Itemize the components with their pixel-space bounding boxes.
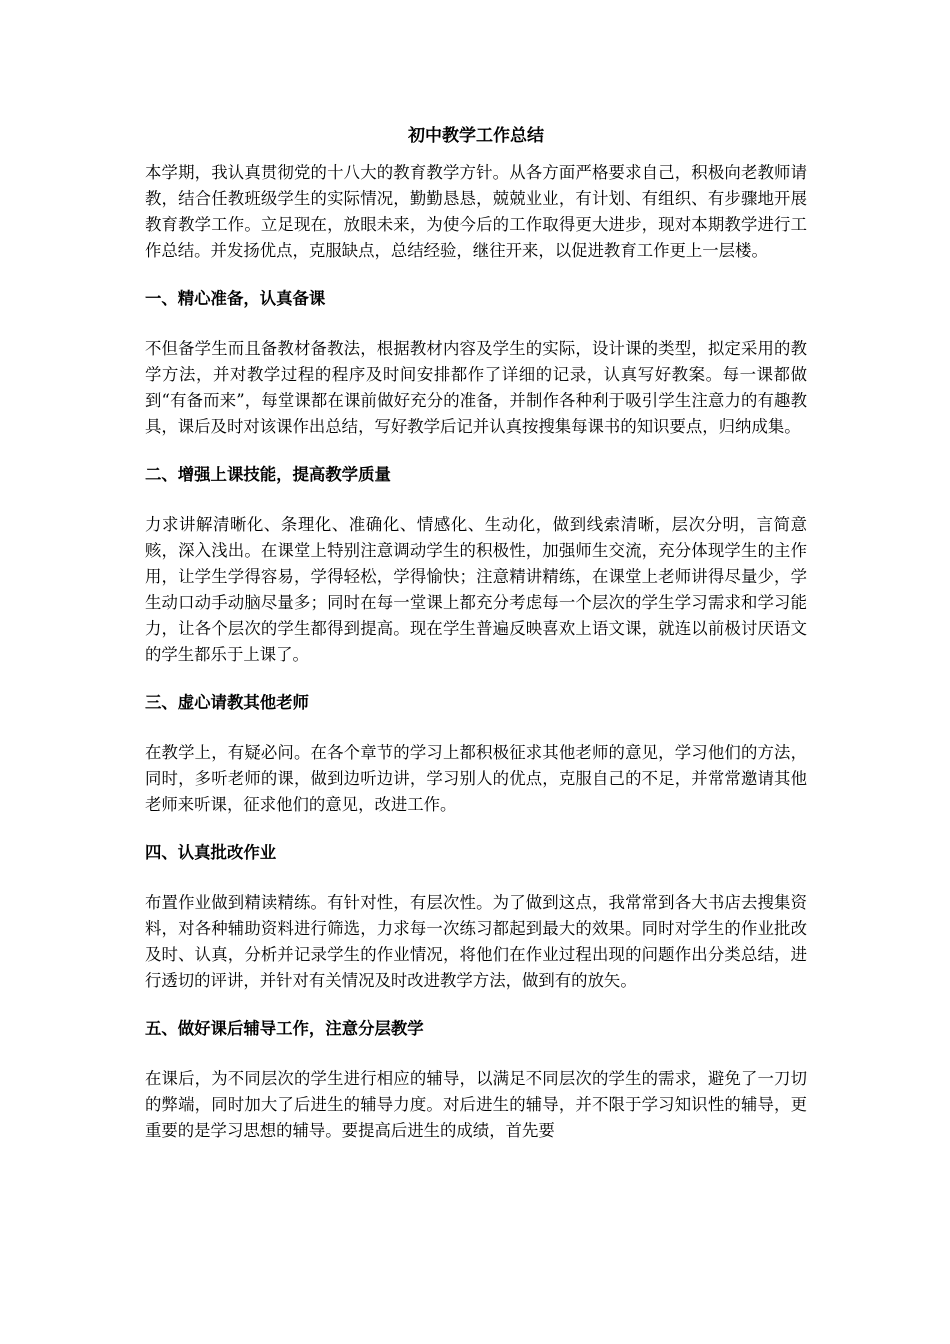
section-body-3: 在教学上，有疑必问。在各个章节的学习上都积极征求其他老师的意见，学习他们的方法，同时，多听老师的课，做到边听边讲，学习别人的优点，克服自己的不足，并常常邀请其他老师来听课，征求他们的意见，改进工作。 <box>145 743 807 814</box>
section-heading-1: 一、精心准备，认真备课 <box>145 289 326 308</box>
section-heading-2: 二、增强上课技能，提高教学质量 <box>145 465 391 484</box>
intro-paragraph: 本学期，我认真贯彻党的十八大的教育教学方针。从各方面严格要求自己，积极向老教师请教，结合任教班级学生的实际情况，勤勤恳恳，兢兢业业，有计划、有组织、有步骤地开展教育教学工作。立足现在，放眼未来，为使今后的工作取得更大进步，现对本期教学进行工作总结。并发扬优点，克服缺点，总结经验，继往开来，以促进教育工作更上一层楼。 <box>145 163 807 260</box>
section-heading-5: 五、做好课后辅导工作，注意分层教学 <box>145 1019 424 1038</box>
section-body-4: 布置作业做到精读精练。有针对性，有层次性。为了做到这点，我常常到各大书店去搜集资料，对各种辅助资料进行筛选，力求每一次练习都起到最大的效果。同时对学生的作业批改及时、认真，分析并记录学生的作业情况，将他们在作业过程出现的问题作出分类总结，进行透切的评讲，并针对有关情况及时改进教学方法，做到有的放矢。 <box>145 893 807 990</box>
document-title: 初中教学工作总结 <box>408 126 544 146</box>
section-body-5: 在课后，为不同层次的学生进行相应的辅导，以满足不同层次的学生的需求，避免了一刀切的弊端，同时加大了后进生的辅导力度。对后进生的辅导，并不限于学习知识性的辅导，更重要的是学习思想的辅导。要提高后进生的成绩，首先要 <box>145 1069 807 1140</box>
section-heading-4: 四、认真批改作业 <box>145 843 277 862</box>
section-body-1: 不但备学生而且备教材备教法，根据教材内容及学生的实际，设计课的类型，拟定采用的教学方法，并对教学过程的程序及时间安排都作了详细的记录，认真写好教案。每一课都做到“有备而来”，每堂课都在课前做好充分的准备，并制作各种利于吸引学生注意力的有趣教具，课后及时对该课作出总结，写好教学后记并认真按搜集每课书的知识要点，归纳成集。 <box>145 339 807 436</box>
document-page <box>145 122 807 1166</box>
section-body-2: 力求讲解清晰化、条理化、准确化、情感化、生动化，做到线索清晰，层次分明，言简意赅，深入浅出。在课堂上特别注意调动学生的积极性，加强师生交流，充分体现学生的主作用，让学生学得容易，学得轻松，学得愉快；注意精讲精练，在课堂上老师讲得尽量少，学生动口动手动脑尽量多；同时在每一堂课上都充分考虑每一个层次的学生学习需求和学习能力，让各个层次的学生都得到提高。现在学生普遍反映喜欢上语文课，就连以前极讨厌语文的学生都乐于上课了。 <box>145 515 807 664</box>
section-heading-3: 三、虚心请教其他老师 <box>145 693 309 712</box>
